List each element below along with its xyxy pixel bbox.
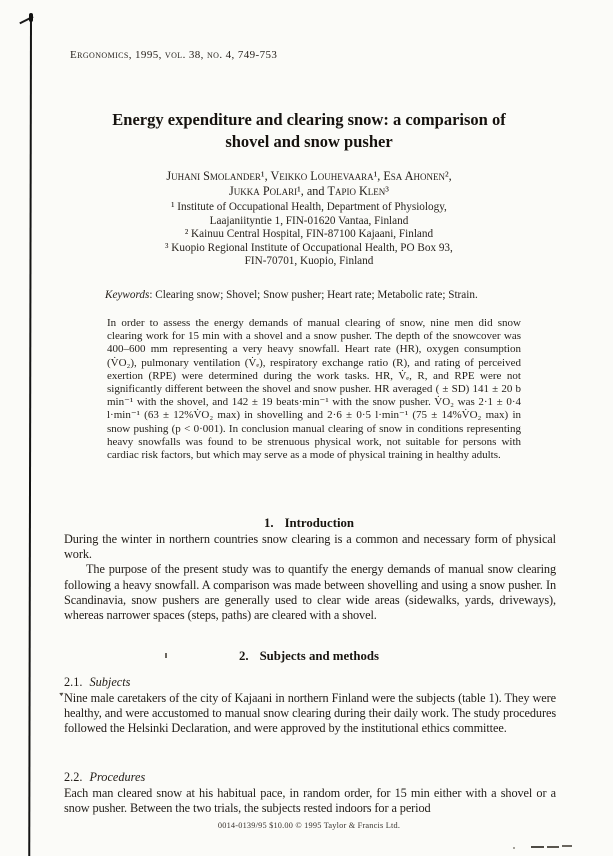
procedures-paragraph: Each man cleared snow at his habitual pace, in random order, for 15 min either with a shovel or a snow pusher. Between the two trials, the subjects rested indoors for a period <box>64 786 556 816</box>
keywords-label: Keywords <box>105 289 150 301</box>
section-2-title: Subjects and methods <box>259 649 380 663</box>
subsection-2-2-title: Procedures <box>89 770 146 784</box>
section-1-number: 1. <box>263 516 274 530</box>
abstract-text: In order to assess the energy demands of manual clearing of snow, nine men did snow clearing work for 15 min with a shovel and a snow pusher. The depth of the snowcover was 400–600 mm representing a very heavy snowfall. Heart rate (HR), oxygen consumption (V̇O₂), pulmonary ventilation (V̇ₑ), respiratory exchange ratio (R), and rating of perceived exertion (RPE) were determined during the work tasks. HR, V̇ₑ, R, and RPE were not significantly different between the shovel and snow pusher. HR averaged ( ± SD) 141 ± 20 b min⁻¹ with the shovel, and 142 ± 19 beats·min⁻¹ with the snow pusher. V̇O₂ was 2·1 ± 0·4 l·min⁻¹ (63 ± 12%V̇O₂ max) in shovelling and 2·6 ± 0·5 l·min⁻¹ (75 ± 14%V̇O₂ max) in snow pushing (p < 0·001). In conclusion manual clearing of snow in conditions representing heavy snowfalls was found to be strenuous physical work, not suitable for persons with cardiac risk factors, but which may serve as a mode of physical training in healthy adults. <box>107 317 521 462</box>
affiliation-line: ¹ Institute of Occupational Health, Department of Physiology, <box>171 201 447 213</box>
introduction-body <box>64 532 556 623</box>
scan-speck <box>58 691 63 696</box>
scan-edge-line <box>28 14 31 856</box>
scan-dash <box>531 846 544 848</box>
authors-line1: Juhani Smolander¹, Veikko Louhevaara¹, Esa Ahonen², <box>166 169 452 183</box>
keywords-text: : Clearing snow; Shovel; Snow pusher; Heart rate; Metabolic rate; Strain. <box>149 289 478 301</box>
subsection-2-1-heading <box>64 675 130 690</box>
pen-mark-blob <box>29 13 33 22</box>
authors <box>63 169 555 199</box>
affiliations <box>63 201 555 269</box>
authors-line2 <box>63 184 555 199</box>
section-1-heading <box>63 516 555 531</box>
scan-dot <box>513 847 515 849</box>
affiliation-line: Laajaniityntie 1, FIN-01620 Vantaa, Finland <box>209 214 409 227</box>
affiliation-line: FIN-70701, Kuopio, Finland <box>244 255 374 268</box>
subsection-2-2-number: 2.2. <box>64 770 83 784</box>
authors-line2-start: Jukka Polari¹, <box>229 184 304 198</box>
section-2-number: 2. <box>238 649 249 663</box>
section-1-title: Introduction <box>284 516 355 530</box>
section-2-heading <box>63 649 555 664</box>
subsection-2-1-number: 2.1. <box>64 675 83 689</box>
intro-paragraph-1: During the winter in northern countries snow clearing is a common and necessary form of physical work. <box>64 532 556 562</box>
article-title-line2: shovel and snow pusher <box>225 131 393 151</box>
affiliation-line: ³ Kuopio Regional Institute of Occupational Health, PO Box 93, <box>165 241 453 254</box>
affiliation-line: ² Kainuu Central Hospital, FIN-87100 Kajaani, Finland <box>184 228 434 241</box>
subjects-paragraph: Nine male caretakers of the city of Kajaani in northern Finland were the subjects (table 1). They were healthy, and were accustomed to manual snow clearing during their daily work. The study procedures followed the Helsinki Declaration, and were approved by the institutional ethics committee. <box>64 691 556 736</box>
scan-dash <box>562 845 572 847</box>
procedures-body <box>64 786 556 816</box>
subsection-2-2-heading <box>64 770 145 785</box>
subjects-body <box>64 691 556 737</box>
authors-line2-end: Tapio Klen³ <box>327 184 389 198</box>
intro-paragraph-2: The purpose of the present study was to quantify the energy demands of manual snow clearing following a heavy snowfall. A comparison was made between shovelling and using a snow pusher. In Scandinavia, snow pushers are generally used to clear wide areas (sidewalks, yards, driveways), whereas narrower spaces (steps, paths) are cleared with a shovel. <box>64 562 556 623</box>
journal-header: Ergonomics, 1995, vol. 38, no. 4, 749-753 <box>70 49 278 61</box>
footer-imprint: 0014-0139/95 $10.00 © 1995 Taylor & Francis Ltd. <box>217 821 401 830</box>
article-title <box>63 109 555 152</box>
article-title-line1: Energy expenditure and clearing snow: a comparison of <box>112 110 506 129</box>
subsection-2-1-title: Subjects <box>89 675 131 689</box>
keywords-line <box>105 289 545 301</box>
scan-dash <box>547 846 559 848</box>
authors-line2-and: and <box>303 184 328 198</box>
